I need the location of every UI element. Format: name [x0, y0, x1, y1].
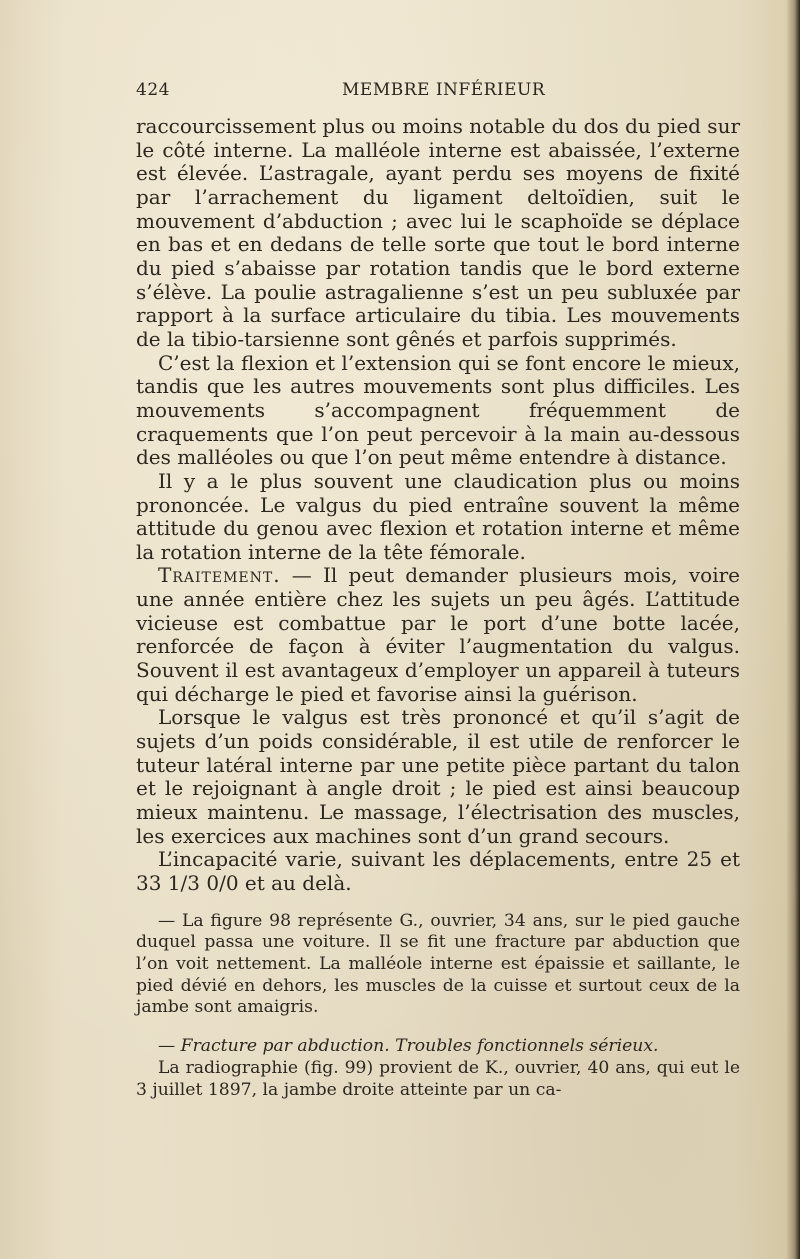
case-heading — [136, 1036, 740, 1058]
main-text — [136, 115, 740, 896]
paragraph: L’incapacité varie, suivant les déplacements, entre 25 et 33 1/3 0/0 et au delà. — [136, 847, 740, 895]
paragraph: Il y a le plus souvent une claudication plus ou moins prononcée. Le valgus du pied entraîne souvent la même attitude du genou avec flexion et rotation interne et même la rotation interne de la tête fémorale. — [136, 468, 740, 564]
figure-note: — La figure 98 représente G., ouvrier, 34 ans, sur le pied gauche duquel passa une voiture. Il se fit une fracture par abduction que l’on voit nettement. La malléole interne est épaissie et saillante, le pied dévié en dehors, les muscles de la cuisse et surtout ceux de la jambe sont amaigris. — [136, 910, 740, 1018]
page-header — [136, 80, 740, 104]
treatment-text: — Il peut demander plusieurs mois, voire une année entière chez les sujets un peu âgés. L’attitude vicieuse est combattue par le port d’une botte lacée, renforcée de façon à éviter l’augmentation du valgus. Souvent il est avantageux d’employer un appareil à tuteurs qui décharge le pied et favorise ainsi la guérison. — [136, 563, 740, 706]
radiograph-note: La radiographie (fig. 99) provient de K., ouvrier, 40 ans, qui eut le 3 juillet 1897, la jambe droite atteinte par un ca- — [136, 1057, 740, 1100]
page-edge-shadow — [786, 0, 800, 1259]
notes-section — [136, 911, 740, 1102]
page-number: 424 — [136, 80, 170, 100]
case-prefix: — — [158, 1036, 181, 1057]
case-title: Fracture par abduction. Troubles fonctionnels sérieux. — [180, 1036, 659, 1057]
paragraph: C’est la flexion et l’extension qui se font encore le mieux, tandis que les autres mouvements sont plus difficiles. Les mouvements s’accompagnent fréquemment de craquements que l’on peut percevoir à la main au-dessous des malléoles ou que l’on peut même entendre à distance. — [136, 350, 740, 470]
section-heading-treatment: Traitement. — [158, 563, 281, 588]
paragraph: Lorsque le valgus est très prononcé et qu’il s’agit de sujets d’un poids considérable, il est utile de renforcer le tuteur latéral interne par une petite pièce partant du talon et le rejoignant à angle droit ; le pied est ainsi beaucoup mieux maintenu. Le massage, l’électrisation des muscles, les exercices aux machines sont d’un grand secours. — [136, 705, 740, 848]
body-text — [136, 115, 740, 1101]
running-title: MEMBRE INFÉRIEUR — [342, 80, 546, 100]
paragraph: raccourcissement plus ou moins notable du dos du pied sur le côté interne. La malléole interne est abaissée, l’externe est élevée. L’astragale, ayant perdu ses moyens de fixité par l’arrachement du ligament deltoïdien, suit le mouvement d’abduction ; avec lui le scaphoïde se déplace en bas et en dedans de telle sorte que tout le bord interne du pied s’abaisse par rotation tandis que le bord externe s’élève. La poulie astragalienne s’est un peu subluxée par rapport à la surface articulaire du tibia. Les mouvements de la tibio-tarsienne sont gênés et parfois supprimés. — [136, 114, 741, 351]
treatment-paragraph — [136, 564, 740, 706]
